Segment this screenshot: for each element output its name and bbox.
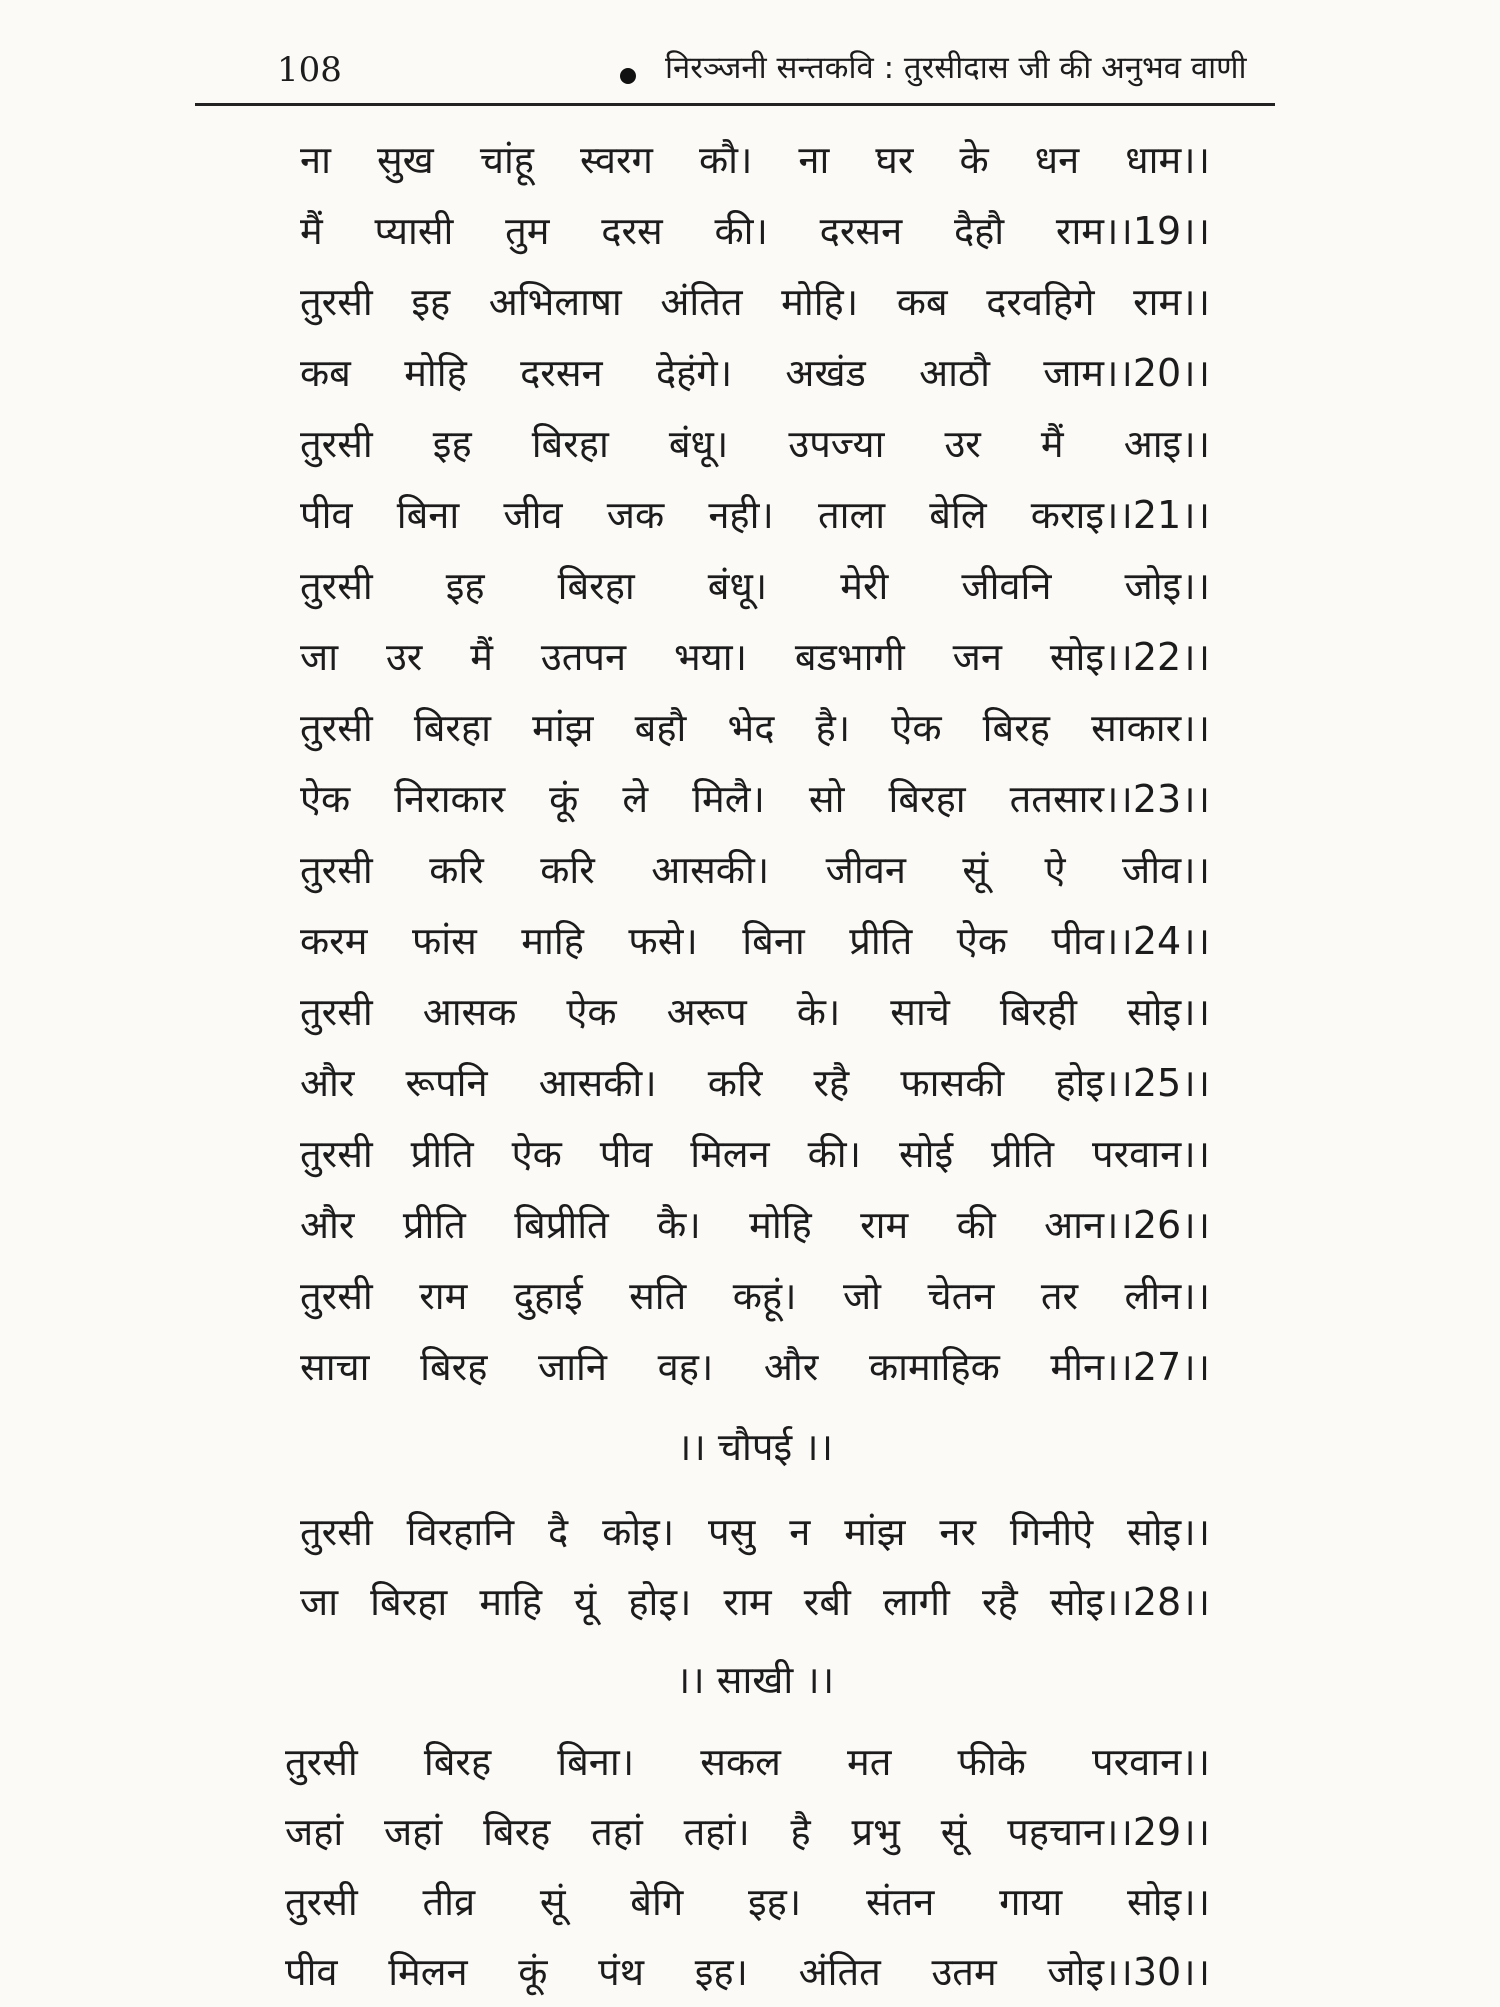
verse-line: तुरसी बिरहा मांझ बहौ भेद है। ऐक बिरह साकार।। — [300, 706, 1210, 750]
verse-line: मैं प्यासी तुम दरस की। दरसन दैहौ राम।।19।। — [300, 209, 1210, 253]
verse-line: तुरसी राम दुहाई सति कहूं। जो चेतन तर लीन।। — [300, 1274, 1210, 1318]
verse-line: तुरसी आसक ऐक अरूप के। साचे बिरही सोइ।। — [300, 990, 1210, 1034]
verse-line: तुरसी करि करि आसकी। जीवन सूं ऐ जीव।। — [300, 848, 1210, 892]
sakhi-line: तुरसी बिरह बिना। सकल मत फीके परवान।। — [285, 1740, 1210, 1784]
chaupai-block — [300, 1497, 1210, 1637]
sakhi-line: पीव मिलन कूं पंथ इह। अंतित उतम जोइ।।30।। — [285, 1950, 1210, 1994]
verse-line: कब मोहि दरसन देहंगे। अखंड आठौ जाम।।20।। — [300, 351, 1210, 395]
verse-line: तुरसी प्रीति ऐक पीव मिलन की। सोई प्रीति परवान।। — [300, 1132, 1210, 1176]
sakhi-heading: ।। साखी ।। — [675, 1658, 835, 1702]
page-number: 108 — [277, 50, 342, 90]
sakhi-block — [285, 1727, 1210, 2007]
chaupai-line: तुरसी विरहानि दै कोइ। पसु न मांझ नर गिनीऐ सोइ।। — [300, 1510, 1210, 1554]
verse-block — [300, 125, 1210, 1403]
running-title: निरञ्जनी सन्तकवि : तुरसीदास जी की अनुभव वाणी — [665, 50, 1247, 86]
verse-line: पीव बिना जीव जक नही। ताला बेलि कराइ।।21।। — [300, 493, 1210, 537]
verse-line: तुरसी इह अभिलाषा अंतित मोहि। कब दरवहिगे राम।। — [300, 280, 1210, 324]
bullet-icon — [620, 68, 636, 84]
header-rule — [195, 103, 1275, 106]
verse-line: करम फांस माहि फसे। बिना प्रीति ऐक पीव।।24।। — [300, 919, 1210, 963]
verse-line: साचा बिरह जानि वह। और कामाहिक मीन।।27।। — [300, 1345, 1210, 1389]
verse-line: ऐक निराकार कूं ले मिलै। सो बिरहा ततसार।।23।। — [300, 777, 1210, 821]
verse-line: और प्रीति बिप्रीति कै। मोहि राम की आन।।26।। — [300, 1203, 1210, 1247]
verse-line: और रूपनि आसकी। करि रहै फासकी होइ।।25।। — [300, 1061, 1210, 1105]
verse-line: ना सुख चांहू स्वरग कौ। ना घर के धन धाम।। — [300, 138, 1210, 182]
sakhi-line: तुरसी तीव्र सूं बेगि इह। संतन गाया सोइ।। — [285, 1880, 1210, 1924]
sakhi-line: जहां जहां बिरह तहां तहां। है प्रभु सूं पहचान।।29।। — [285, 1810, 1210, 1854]
chaupai-heading: ।। चौपई ।। — [677, 1425, 833, 1469]
verse-line: जा उर मैं उतपन भया। बडभागी जन सोइ।।22।। — [300, 635, 1210, 679]
verse-line: तुरसी इह बिरहा बंधू। उपज्या उर मैं आइ।। — [300, 422, 1210, 466]
chaupai-line: जा बिरहा माहि यूं होइ। राम रबी लागी रहै सोइ।।28।। — [300, 1580, 1210, 1624]
verse-line: तुरसी इह बिरहा बंधू। मेरी जीवनि जोइ।। — [300, 564, 1210, 608]
page-header — [195, 38, 1275, 108]
